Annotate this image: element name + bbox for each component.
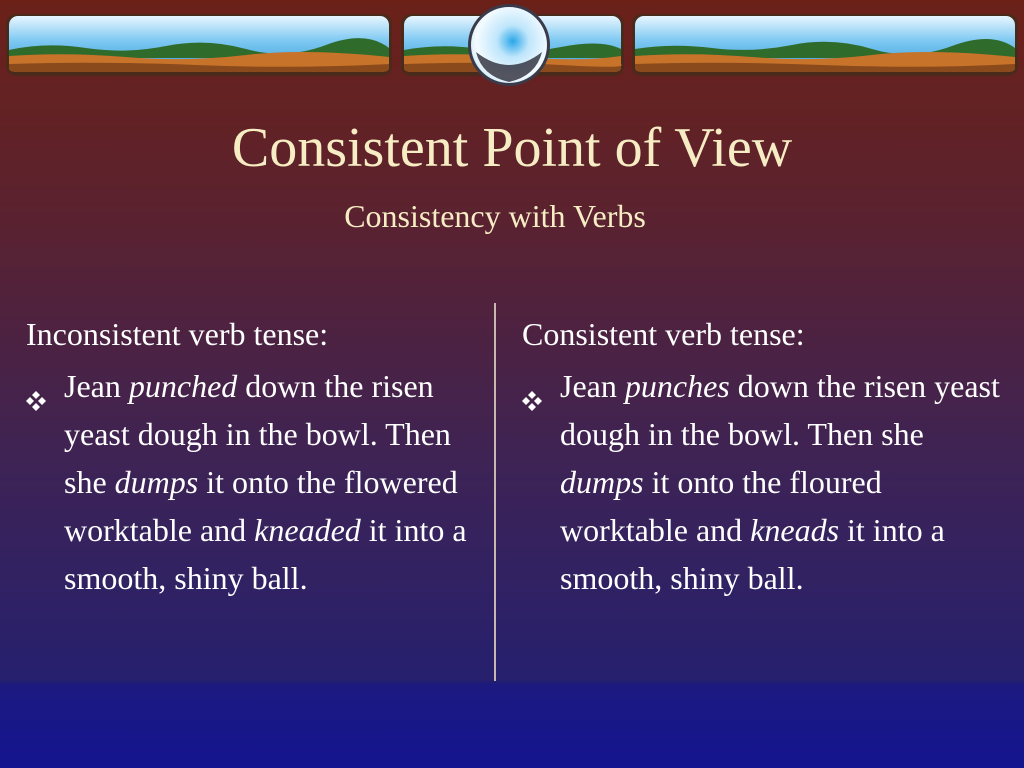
left-text-2: down the risen yeast dough in the bowl. Then she bbox=[64, 368, 451, 500]
right-column-heading: Consistent verb tense: bbox=[522, 316, 805, 352]
right-bullet-text bbox=[560, 368, 1000, 596]
left-bullet-item bbox=[26, 362, 486, 602]
right-text-3: it onto the floured worktable and bbox=[560, 464, 882, 548]
left-bullet-text bbox=[64, 368, 467, 596]
left-text-3: it onto the flowered worktable and bbox=[64, 464, 458, 548]
left-verb-1: punched bbox=[128, 368, 238, 404]
left-verb-2: dumps bbox=[114, 464, 199, 500]
left-text-1: Jean bbox=[64, 368, 129, 404]
left-column bbox=[26, 314, 486, 602]
right-verb-2: dumps bbox=[560, 464, 644, 500]
right-column bbox=[522, 314, 1012, 602]
landscape-banner-icon bbox=[6, 12, 392, 78]
landscape-banner-icon bbox=[632, 12, 1018, 78]
right-text-1: Jean bbox=[560, 368, 625, 404]
right-text-4: it into a smooth, shiny ball. bbox=[560, 512, 945, 596]
right-verb-1: punches bbox=[624, 368, 730, 404]
left-verb-3: kneaded bbox=[254, 512, 361, 548]
diamond-four-bullet-icon bbox=[26, 376, 46, 396]
left-column-heading: Inconsistent verb tense: bbox=[26, 316, 329, 352]
right-text-2: down the risen yeast dough in the bowl. Then she bbox=[560, 368, 1000, 452]
right-verb-3: kneads bbox=[750, 512, 840, 548]
right-bullet-item bbox=[522, 362, 1012, 602]
slide-subtitle: Consistency with Verbs bbox=[344, 198, 646, 234]
bottom-band bbox=[0, 684, 1024, 768]
diamond-four-bullet-icon bbox=[522, 376, 542, 396]
crystal-globe-icon bbox=[466, 2, 552, 88]
column-divider bbox=[494, 303, 496, 681]
slide-title: Consistent Point of View bbox=[231, 117, 793, 179]
left-text-4: it into a smooth, shiny ball. bbox=[64, 512, 467, 596]
